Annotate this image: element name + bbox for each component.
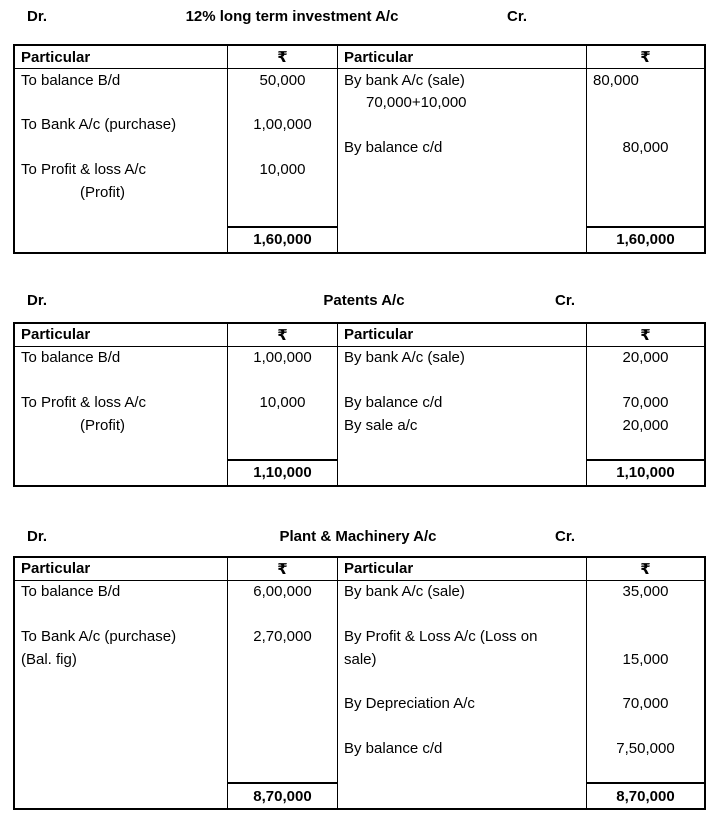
amount-cell-debit: 1,00,000	[227, 347, 337, 369]
table-row	[15, 581, 704, 603]
amount-cell-debit	[227, 136, 337, 158]
total-row	[15, 226, 704, 252]
table-row	[15, 114, 704, 136]
dr-label: Dr.	[27, 8, 48, 25]
account-title: 12% long term investment A/c	[185, 8, 399, 25]
amount-cell-debit: 50,000	[227, 69, 337, 91]
particular-cell-debit: (Profit)	[80, 183, 125, 201]
amount-cell-credit	[586, 603, 704, 625]
column-header-particular-debit: Particular	[15, 324, 227, 347]
amount-cell-debit	[227, 760, 337, 782]
particular-cell-debit: (Profit)	[80, 416, 125, 434]
total-amount-debit: 1,10,000	[227, 459, 337, 485]
amount-cell-debit: 10,000	[227, 159, 337, 181]
amount-cell-debit	[227, 414, 337, 436]
particular-cell-debit: To balance B/d	[21, 349, 121, 367]
total-spacer-credit	[337, 459, 586, 485]
column-header-amount-credit: ₹	[586, 558, 704, 581]
particular-cell-debit	[15, 136, 227, 158]
amount-cell-credit: 80,000	[586, 69, 704, 91]
total-spacer-credit	[337, 782, 586, 808]
table-row	[15, 392, 704, 414]
amount-cell-debit	[227, 715, 337, 737]
table-row	[15, 181, 704, 203]
particular-cell-debit	[15, 603, 227, 625]
particular-cell-credit	[337, 436, 586, 458]
particular-cell-debit: To balance B/d	[21, 583, 121, 601]
ledger-table	[13, 44, 706, 254]
amount-cell-debit	[227, 737, 337, 759]
total-amount-debit: 8,70,000	[227, 782, 337, 808]
particular-cell-credit: 70,000+10,000	[337, 91, 586, 113]
particular-cell-credit: By bank A/c (sale)	[337, 581, 586, 603]
amount-cell-debit	[227, 91, 337, 113]
particular-cell-credit	[337, 203, 586, 225]
table-row	[15, 159, 704, 181]
particular-cell-credit: By balance c/d	[337, 136, 586, 158]
amount-cell-debit	[227, 369, 337, 391]
table-row	[15, 203, 704, 225]
table-row	[15, 603, 704, 625]
particular-cell-credit: By sale a/c	[337, 414, 586, 436]
column-header-amount-debit: ₹	[227, 46, 337, 69]
particular-cell-debit: To Profit & loss A/c	[21, 161, 147, 179]
cr-label: Cr.	[555, 527, 576, 545]
particular-cell-debit	[15, 693, 227, 715]
amount-cell-debit: 2,70,000	[227, 625, 337, 647]
amount-cell-debit	[227, 603, 337, 625]
amount-cell-credit	[586, 181, 704, 203]
amount-cell-debit	[227, 648, 337, 670]
particular-cell-credit: By Profit & Loss A/c (Loss on	[337, 625, 586, 647]
table-row	[15, 347, 704, 369]
total-spacer-debit	[15, 782, 227, 808]
amount-cell-credit	[586, 715, 704, 737]
particular-cell-debit: To Bank A/c (purchase)	[21, 628, 177, 646]
particular-cell-debit: (Bal. fig)	[21, 650, 77, 668]
account-header-row	[13, 292, 706, 314]
amount-cell-credit	[586, 114, 704, 136]
particular-cell-credit	[337, 114, 586, 136]
amount-cell-credit	[586, 436, 704, 458]
particular-cell-credit: By bank A/c (sale)	[337, 69, 586, 91]
amount-cell-debit	[227, 670, 337, 692]
total-amount-credit: 1,60,000	[586, 226, 704, 252]
particular-cell-credit: By balance c/d	[337, 737, 586, 759]
table-row	[15, 715, 704, 737]
table-header-row	[15, 46, 704, 69]
account-header-row	[13, 8, 706, 30]
ledger-document	[0, 8, 712, 810]
table-row	[15, 436, 704, 458]
amount-cell-credit	[586, 670, 704, 692]
amount-cell-debit	[227, 203, 337, 225]
amount-cell-credit: 20,000	[586, 414, 704, 436]
table-row	[15, 648, 704, 670]
amount-cell-credit: 35,000	[586, 581, 704, 603]
amount-cell-credit	[586, 203, 704, 225]
column-header-amount-debit: ₹	[227, 558, 337, 581]
particular-cell-debit	[15, 670, 227, 692]
amount-cell-debit	[227, 693, 337, 715]
ledger-document-page	[0, 8, 712, 823]
total-spacer-debit	[15, 226, 227, 252]
account-section	[13, 8, 706, 254]
table-header-row	[15, 558, 704, 581]
amount-cell-debit: 1,00,000	[227, 114, 337, 136]
particular-cell-debit	[15, 369, 227, 391]
account-section	[13, 292, 706, 487]
particular-cell-credit: By Depreciation A/c	[337, 693, 586, 715]
table-row	[15, 693, 704, 715]
column-header-particular-credit: Particular	[337, 324, 586, 347]
cr-label: Cr.	[507, 8, 528, 25]
table-row	[15, 737, 704, 759]
amount-cell-debit	[227, 436, 337, 458]
amount-cell-credit	[586, 369, 704, 391]
particular-cell-credit: By balance c/d	[337, 392, 586, 414]
particular-cell-debit: To Bank A/c (purchase)	[21, 116, 177, 134]
amount-cell-debit: 6,00,000	[227, 581, 337, 603]
particular-cell-debit: To balance B/d	[21, 71, 121, 89]
total-amount-credit: 8,70,000	[586, 782, 704, 808]
amount-cell-credit	[586, 625, 704, 647]
particular-cell-credit: By bank A/c (sale)	[337, 347, 586, 369]
particular-cell-debit	[15, 760, 227, 782]
particular-cell-credit	[337, 603, 586, 625]
total-amount-credit: 1,10,000	[586, 459, 704, 485]
amount-cell-credit: 7,50,000	[586, 737, 704, 759]
total-spacer-credit	[337, 226, 586, 252]
particular-cell-debit	[15, 436, 227, 458]
amount-cell-credit	[586, 91, 704, 113]
table-row	[15, 69, 704, 91]
ledger-table	[13, 556, 706, 811]
table-row	[15, 369, 704, 391]
column-header-particular-credit: Particular	[337, 46, 586, 69]
account-title: Plant & Machinery A/c	[279, 527, 437, 545]
particular-cell-credit	[337, 670, 586, 692]
cr-label: Cr.	[555, 291, 576, 309]
account-header-row	[13, 528, 706, 550]
column-header-amount-debit: ₹	[227, 324, 337, 347]
total-spacer-debit	[15, 459, 227, 485]
particular-cell-credit	[337, 181, 586, 203]
total-row	[15, 782, 704, 808]
table-row	[15, 760, 704, 782]
amount-cell-credit	[586, 159, 704, 181]
account-section	[13, 528, 706, 811]
amount-cell-credit: 80,000	[586, 136, 704, 158]
table-row	[15, 670, 704, 692]
particular-cell-credit	[337, 159, 586, 181]
dr-label: Dr.	[27, 291, 48, 309]
particular-cell-credit: sale)	[337, 648, 586, 670]
column-header-particular-debit: Particular	[15, 46, 227, 69]
amount-cell-credit: 70,000	[586, 693, 704, 715]
column-header-amount-credit: ₹	[586, 46, 704, 69]
amount-cell-credit	[586, 760, 704, 782]
account-title: Patents A/c	[323, 291, 405, 309]
table-row	[15, 136, 704, 158]
amount-cell-credit: 70,000	[586, 392, 704, 414]
particular-cell-credit	[337, 760, 586, 782]
column-header-particular-debit: Particular	[15, 558, 227, 581]
table-row	[15, 91, 704, 113]
dr-label: Dr.	[27, 527, 48, 545]
table-row	[15, 414, 704, 436]
amount-cell-credit: 20,000	[586, 347, 704, 369]
amount-cell-debit: 10,000	[227, 392, 337, 414]
particular-cell-debit	[15, 203, 227, 225]
particular-cell-credit	[337, 369, 586, 391]
particular-cell-debit	[15, 737, 227, 759]
amount-cell-debit	[227, 181, 337, 203]
column-header-amount-credit: ₹	[586, 324, 704, 347]
particular-cell-debit: To Profit & loss A/c	[21, 394, 147, 412]
amount-cell-credit: 15,000	[586, 648, 704, 670]
table-row	[15, 625, 704, 647]
particular-cell-credit	[337, 715, 586, 737]
table-header-row	[15, 324, 704, 347]
particular-cell-debit	[15, 91, 227, 113]
total-amount-debit: 1,60,000	[227, 226, 337, 252]
ledger-table	[13, 322, 706, 487]
column-header-particular-credit: Particular	[337, 558, 586, 581]
particular-cell-debit	[15, 715, 227, 737]
total-row	[15, 459, 704, 485]
